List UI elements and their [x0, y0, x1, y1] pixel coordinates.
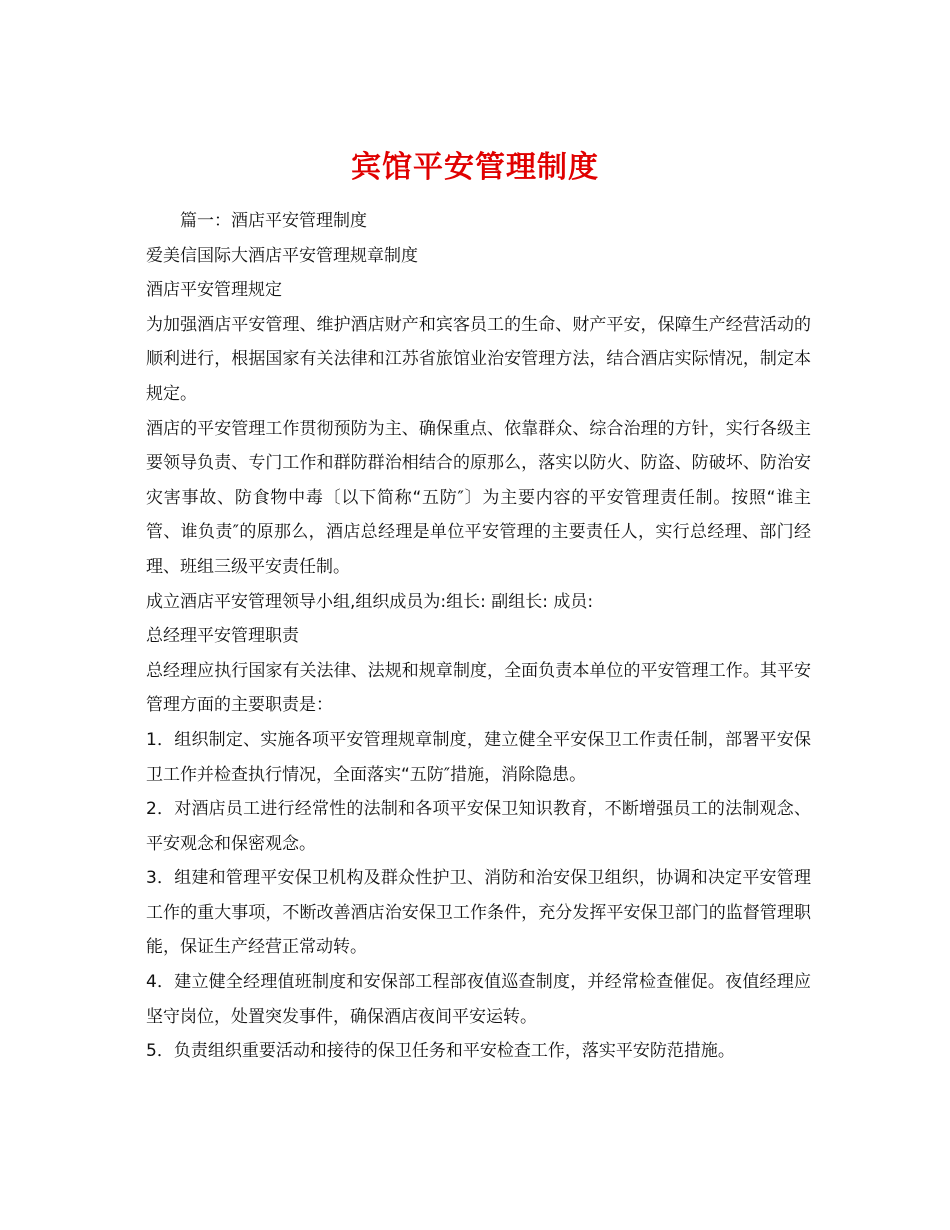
list-item: 2．对酒店员工进行经常性的法制和各项平安保卫知识教育，不断增强员工的法制观念、平安观念和保密观念。 — [146, 799, 811, 854]
body-paragraph: 成立酒店平安管理领导小组,组织成员为:组长: 副组长: 成员: — [146, 591, 594, 612]
body-paragraph: 为加强酒店平安管理、维护酒店财产和宾客员工的生命、财产平安，保障生产经营活动的顺利进行，根据国家有关法律和江苏省旅馆业治安管理方法，结合酒店实际情况，制定本规定。 — [146, 314, 811, 404]
body-paragraph: 总经理应执行国家有关法律、法规和规章制度，全面负责本单位的平安管理工作。其平安管理方面的主要职责是： — [146, 660, 811, 716]
section-heading: 总经理平安管理职责 — [146, 626, 299, 647]
document-title: 宾馆平安管理制度 — [351, 150, 599, 186]
list-item: 5．负责组织重要活动和接待的保卫任务和平安检查工作，落实平安防范措施。 — [146, 1041, 735, 1062]
list-item: 1．组织制定、实施各项平安管理规章制度，建立健全平安保卫工作责任制，部署平安保卫工作并检查执行情况，全面落实“五防″措施，消除隐患。 — [146, 729, 811, 785]
list-item: 3．组建和管理平安保卫机构及群众性护卫、消防和治安保卫组织，协调和决定平安管理工作的重大事项，不断改善酒店治安保卫工作条件，充分发挥平安保卫部门的监督管理职能，保证生产经营正常动转。 — [146, 868, 811, 958]
document-body — [146, 204, 811, 1069]
document-subtitle: 爱美信国际大酒店平安管理规章制度 — [146, 245, 418, 266]
list-item: 4．建立健全经理值班制度和安保部工程部夜值巡查制度，并经常检查催促。夜值经理应坚守岗位，处置突发事件，确保酒店夜间平安运转。 — [146, 972, 811, 1027]
section-heading: 酒店平安管理规定 — [146, 280, 282, 301]
body-paragraph: 酒店的平安管理工作贯彻预防为主、确保重点、依靠群众、综合治理的方针，实行各级主要领导负责、专门工作和群防群治相结合的原那么，落实以防火、防盗、防破坏、防治安灾害事故、防食物中毒〔以下简称“五防″〕为主要内容的平安管理责任制。按照“谁主管、谁负责″的原那么，酒店总经理是单位平安管理的主要责任人，实行总经理、部门经理、班组三级平安责任制。 — [146, 418, 811, 577]
section-heading: 篇一：酒店平安管理制度 — [180, 211, 367, 231]
